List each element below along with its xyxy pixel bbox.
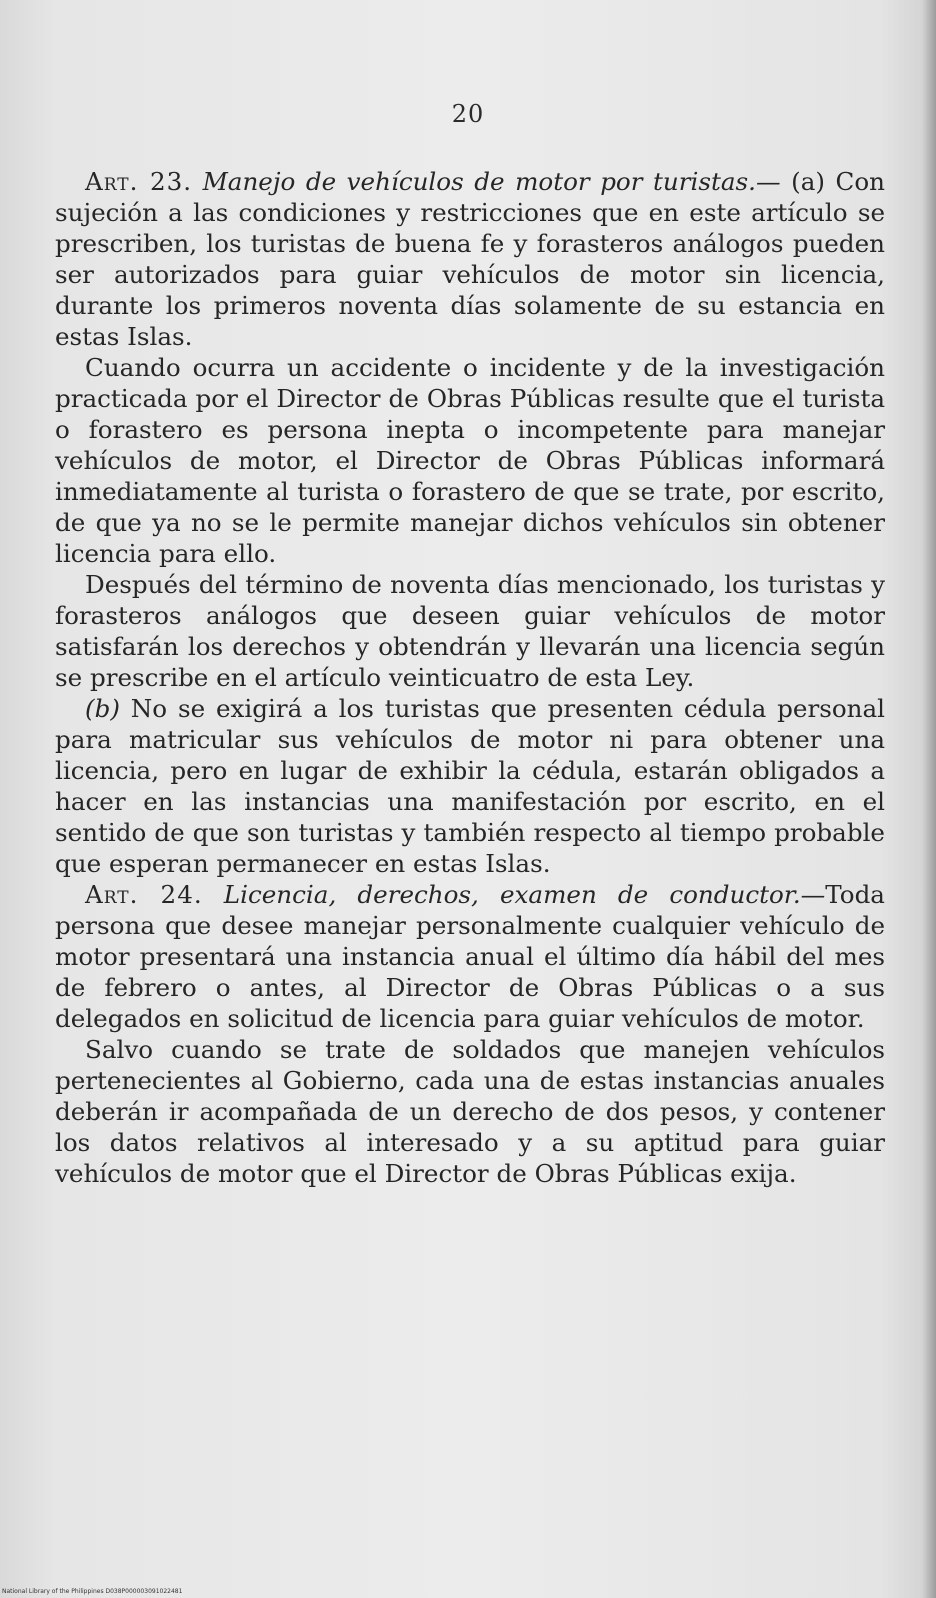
article-23-label: Art. 23. [85, 167, 193, 196]
page-number: 20 [451, 100, 485, 128]
article-24-paragraph-1-text: Toda persona que desee manejar personalmente cualquier vehículo de motor presentará una instancia anual el último día hábil del mes de febrero o antes, al Director de Obras Públicas o a sus delegados en solicitud de licencia para guiar vehículos de motor. [55, 880, 885, 1033]
article-23-paragraph-3: Después del término de noventa días mencionado, los turistas y forasteros análogos que deseen guiar vehículos de motor satisfarán los derechos y obtendrán y llevarán una licencia según se prescribe en el artículo veinticuatro de esta Ley. [55, 570, 885, 692]
subsection-b-label: (b) [85, 694, 120, 723]
scan-footer-identifier: National Library of the Philippines D038P000003091022481 [2, 1588, 183, 1595]
article-24-label: Art. 24. [85, 880, 203, 909]
page-edge-shadow [922, 0, 936, 1598]
article-23-heading-paragraph [55, 166, 885, 352]
article-24-heading-paragraph [55, 879, 885, 1034]
subsection-a-text: Con sujeción a las condiciones y restricciones que en este artículo se prescriben, los turistas de buena fe y forasteros análogos pueden ser autorizados para guiar vehículos de motor sin licencia, durante los primeros noventa días solamente de su estancia en estas Islas. [55, 167, 885, 351]
subsection-b-paragraph [55, 693, 885, 879]
subsection-a-label: (a) [791, 167, 825, 196]
article-23-paragraph-2: Cuando ocurra un accidente o incidente y de la investigación practicada por el Director de Obras Públicas resulte que el turista o forastero es persona inepta o incompetente para manejar vehículos de motor, el Director de Obras Públicas informará inmediatamente al turista o forastero de que se trate, por escrito, de que ya no se le permite manejar dichos vehículos sin obtener licencia para ello. [55, 353, 885, 568]
article-24-paragraph-2: Salvo cuando se trate de soldados que manejen vehículos pertenecientes al Gobierno, cada una de estas instancias anuales deberán ir acompañada de un derecho de dos pesos, y contener los datos relativos al interesado y a su aptitud para guiar vehículos de motor que el Director de Obras Públicas exija. [55, 1035, 885, 1188]
article-24-title: Licencia, derechos, examen de conductor.— [223, 880, 826, 909]
subsection-b-text: No se exigirá a los turistas que presenten cédula personal para matricular sus vehículos de motor ni para obtener una licencia, pero en lugar de exhibir la cédula, estarán obligados a hacer en las instancias una manifestación por escrito, en el sentido de que son turistas y también respecto al tiempo probable que esperan permanecer en estas Islas. [55, 694, 885, 878]
article-23-title: Manejo de vehículos de motor por turistas.— [202, 167, 781, 196]
page-body [55, 166, 885, 1189]
